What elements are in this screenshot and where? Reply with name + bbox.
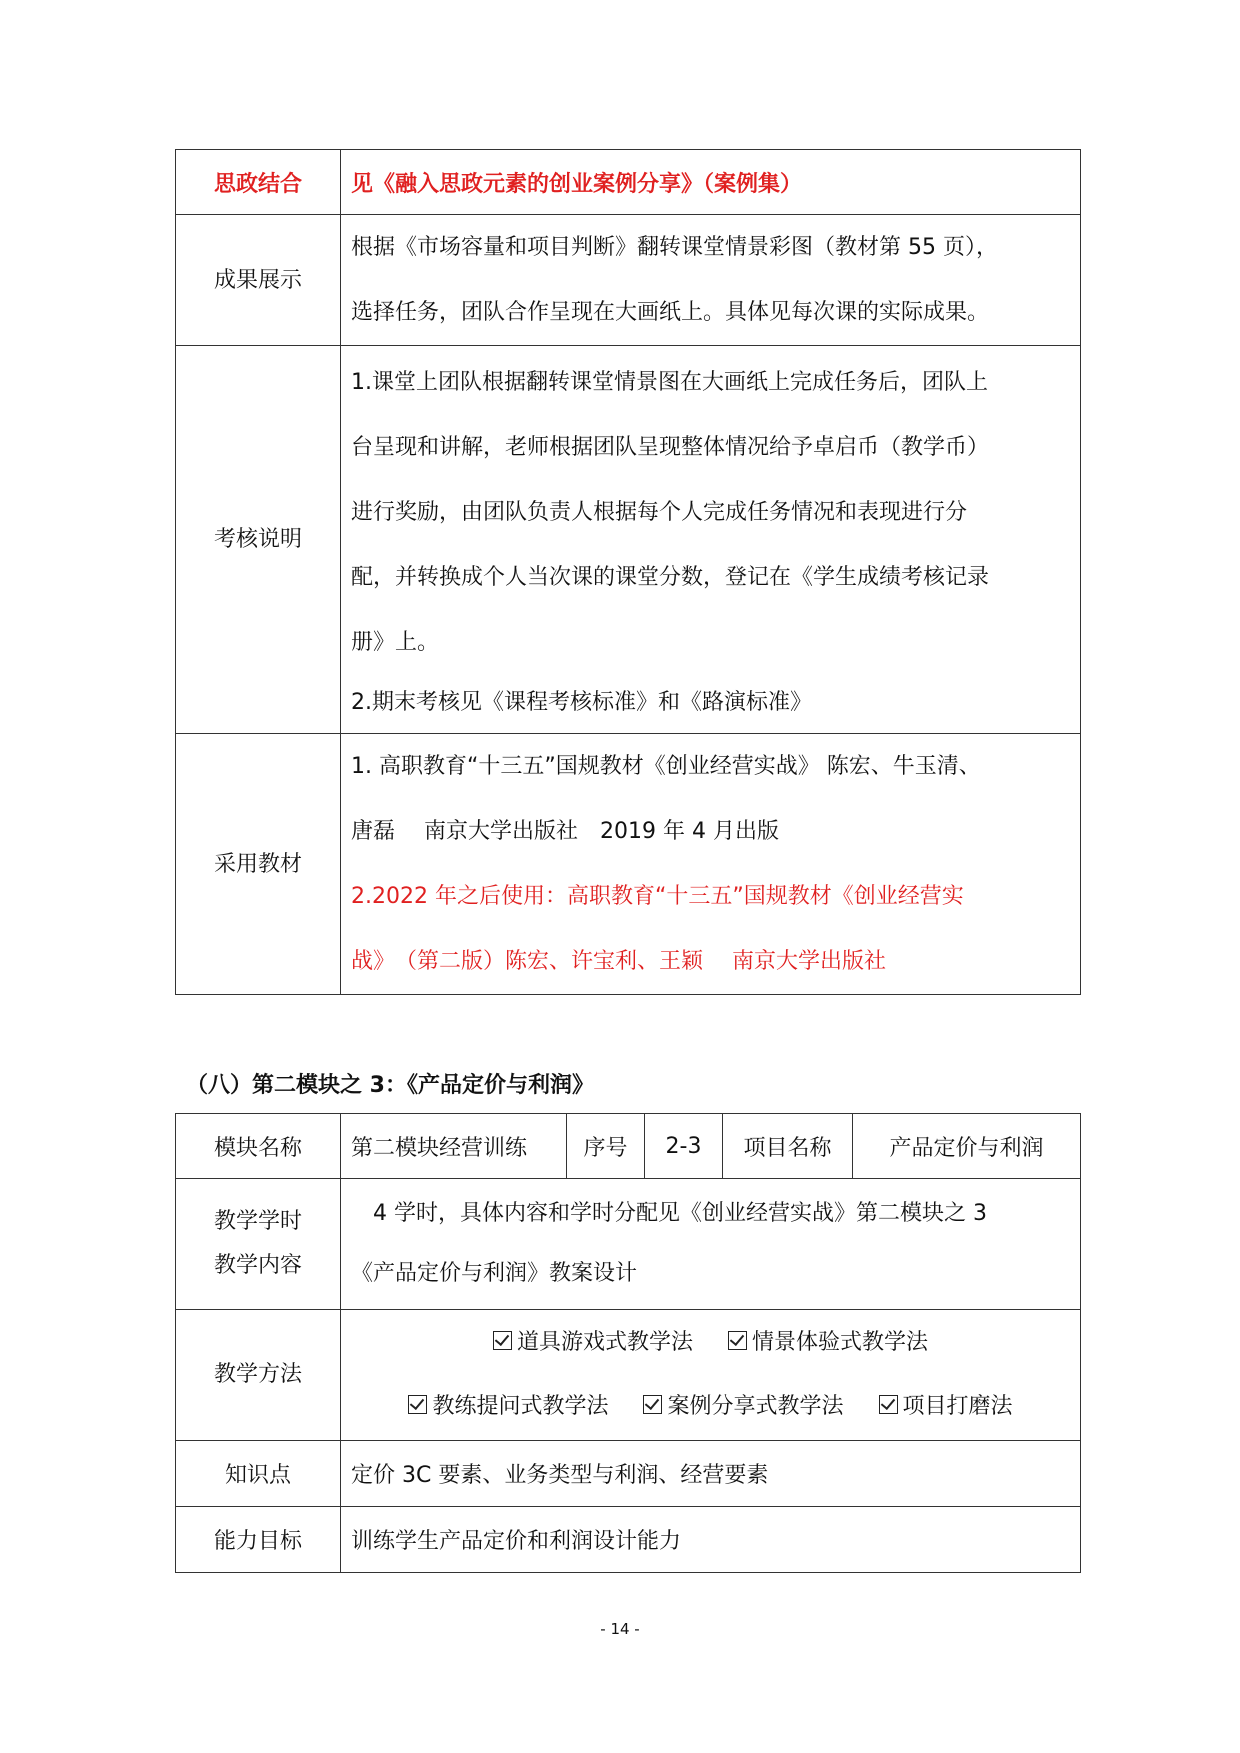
text-line: 根据《市场容量和项目判断》翻转课堂情景彩图（教材第 55 页）， (351, 235, 998, 260)
text-line: 进行奖励，由团队负责人根据每个人完成任务情况和表现进行分 (351, 499, 968, 525)
method-content (341, 1310, 1081, 1441)
text-line: 选择任务，团队合作呈现在大画纸上。具体见每次课的实际成果。 (351, 300, 990, 325)
text-line: 配，并转换成个人当次课的课堂分数，登记在《学生成绩考核记录 (351, 564, 990, 590)
module-table (175, 1113, 1081, 1573)
seq-value: 2-3 (645, 1114, 723, 1179)
method-label: 教学方法 (176, 1310, 341, 1441)
table-row (176, 1310, 1081, 1441)
table-row (176, 1507, 1081, 1573)
method-label-text: 教练提问式教学法 (432, 1394, 609, 1419)
text-line: 4 学时，具体内容和学时分配见《创业经营实战》第二模块之 3 (373, 1201, 987, 1226)
method-label-text: 项目打磨法 (902, 1394, 1013, 1419)
method-item (408, 1375, 608, 1439)
assessment-content (341, 346, 1081, 734)
method-item (643, 1375, 843, 1439)
row-label-sizheng: 思政结合 (176, 150, 341, 215)
seq-label: 序号 (567, 1114, 645, 1179)
results-content (341, 215, 1081, 346)
method-label-text: 情景体验式教学法 (752, 1330, 929, 1355)
project-name-value: 产品定价与利润 (853, 1114, 1081, 1179)
text-line: 《产品定价与利润》教案设计 (351, 1261, 638, 1286)
method-label-text: 案例分享式教学法 (667, 1394, 844, 1419)
text-line: 唐磊 南京大学出版社 2019 年 4 月出版 (351, 819, 779, 844)
text-line: 战》 （第二版）陈宏、许宝利、王颖 南京大学出版社 (351, 949, 886, 974)
row-label-assessment: 考核说明 (176, 346, 341, 734)
text-line: 1. 高职教育“十三五”国规教材《创业经营实战》 陈宏、牛玉清、 (351, 754, 981, 779)
row-label-textbook: 采用教材 (176, 734, 341, 995)
checkbox-checked-icon (879, 1395, 898, 1414)
text-line: 2.2022 年之后使用：高职教育“十三五”国规教材《创业经营实 (351, 884, 964, 909)
text-line: 1.课堂上团队根据翻转课堂情景图在大画纸上完成任务后，团队上 (351, 369, 988, 395)
text-line: 2.期末考核见《课程考核标准》和《路演标准》 (351, 689, 812, 715)
table-row (176, 1441, 1081, 1507)
checkbox-checked-icon (408, 1395, 427, 1414)
table-row (176, 150, 1081, 215)
method-item (493, 1311, 693, 1375)
table-row (176, 1114, 1081, 1179)
table-row (176, 346, 1081, 734)
table-row (176, 215, 1081, 346)
page-number: - 14 - (600, 1620, 640, 1638)
knowledge-label: 知识点 (176, 1441, 341, 1507)
checkbox-checked-icon (728, 1331, 747, 1350)
text-line: 册》上。 (351, 629, 440, 655)
course-info-table (175, 149, 1081, 995)
method-label-text: 道具游戏式教学法 (516, 1330, 693, 1355)
checkbox-checked-icon (643, 1395, 662, 1414)
ability-value: 训练学生产品定价和利润设计能力 (341, 1507, 1081, 1573)
module-name-value: 第二模块经营训练 (341, 1114, 567, 1179)
knowledge-value: 定价 3C 要素、业务类型与利润、经营要素 (341, 1441, 1081, 1507)
sizheng-content: 见《融入思政元素的创业案例分享》（案例集） (341, 150, 1081, 215)
method-item (879, 1375, 1013, 1439)
textbook-content (341, 734, 1081, 995)
content-label-line: 教学内容 (213, 1253, 302, 1278)
hours-label-line: 教学学时 (213, 1209, 302, 1234)
text-line: 台呈现和讲解，老师根据团队呈现整体情况给予卓启币（教学币） (351, 434, 990, 460)
ability-label: 能力目标 (176, 1507, 341, 1573)
table-row (176, 1179, 1081, 1310)
hours-content (341, 1179, 1081, 1310)
table-row (176, 734, 1081, 995)
row-label-results: 成果展示 (176, 215, 341, 346)
module-name-label: 模块名称 (176, 1114, 341, 1179)
hours-label (176, 1179, 341, 1310)
method-item (728, 1311, 928, 1375)
project-name-label: 项目名称 (723, 1114, 853, 1179)
section-heading: （八）第二模块之 3：《产品定价与利润》 (186, 1073, 594, 1098)
checkbox-checked-icon (493, 1331, 512, 1350)
